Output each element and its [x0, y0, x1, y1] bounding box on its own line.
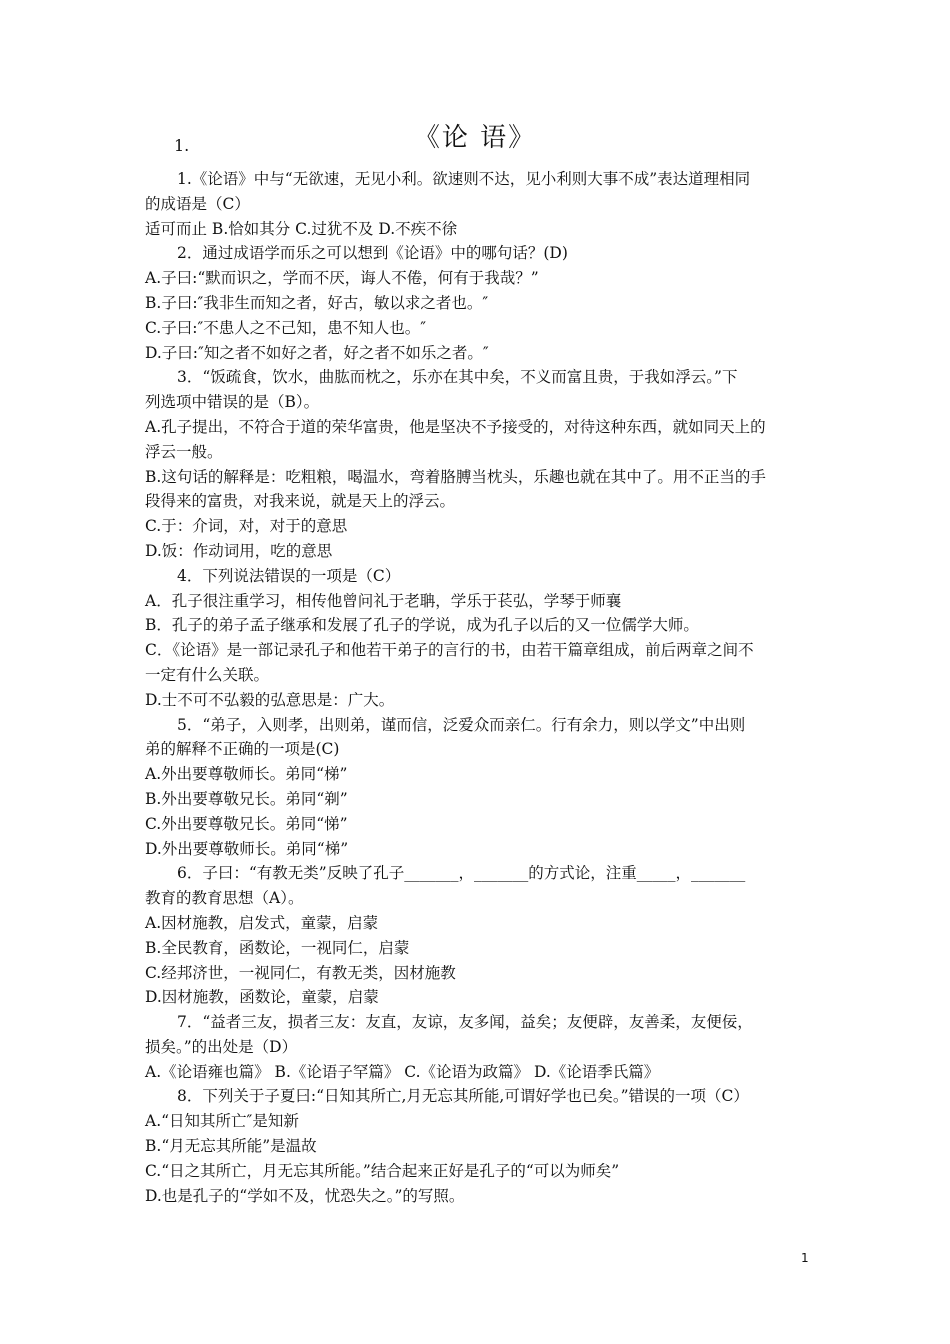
text-line: D.子曰:″知之者不如好之者，好之者不如乐之者。″	[145, 343, 489, 362]
question-stem-line: 4．下列说法错误的一项是（C）	[177, 566, 401, 585]
text-line: A.《论语雍也篇》 B.《论语子罕篇》 C.《论语为政篇》 D.《论语季氏篇》	[145, 1062, 660, 1081]
text-line: C.“日之其所亡，月无忘其所能。”结合起来正好是孔子的“可以为师矣”	[145, 1161, 620, 1180]
text-line: A.孔子提出，不符合于道的荣华富贵，他是坚决不予接受的，对待这种东西，就如同天上的	[145, 417, 766, 436]
question-stem-line: 6．子曰：“有教无类”反映了孔子_______，_______的方式论，注重_____，_______	[177, 864, 746, 883]
question-stem-line: 1.《论语》中与“无欲速，无见小利。欲速则不达，见小利则大事不成”表达道理相同	[177, 170, 751, 188]
stray-number: 1.	[174, 136, 190, 155]
text-line: B.全民教育，函数论，一视同仁，启蒙	[145, 938, 410, 957]
text-line: A.因材施教，启发式，童蒙，启蒙	[145, 913, 379, 932]
question-stem-line: 7．“益者三友，损者三友：友直，友谅，友多闻，益矣；友便辟，友善柔，友便佞，	[177, 1013, 753, 1032]
document-body	[145, 167, 809, 1208]
text-line: D.也是孔子的“学如不及，忧恐失之。”的写照。	[145, 1186, 465, 1205]
page-number: 1	[801, 1251, 809, 1265]
text-line: D.因材施教，函数论，童蒙，启蒙	[145, 988, 379, 1007]
text-line: 损矣。”的出处是（D）	[145, 1037, 298, 1056]
text-line: 浮云一般。	[145, 442, 223, 461]
text-line: B.“月无忘其所能”是温故	[145, 1137, 317, 1156]
text-line: 段得来的富贵，对我来说，就是天上的浮云。	[145, 492, 456, 511]
text-line: D.外出要尊敬师长。弟同“梯”	[145, 839, 349, 858]
text-line: B.子曰:″我非生而知之者，好古，敏以求之者也。″	[145, 293, 489, 312]
text-line: 适可而止 B.恰如其分 C.过犹不及 D.不疾不徐	[145, 219, 458, 238]
text-line: 一定有什么关联。	[145, 665, 270, 684]
text-line: C.子曰:″不患人之不己知，患不知人也。″	[145, 318, 427, 337]
text-line: B．孔子的弟子孟子继承和发展了孔子的学说，成为孔子以后的又一位儒学大师。	[145, 616, 699, 635]
text-line: B.外出要尊敬兄长。弟同“剃”	[145, 789, 348, 808]
text-line: 教育的教育思想（A）。	[145, 889, 304, 908]
text-line: C.外出要尊敬兄长。弟同“悌”	[145, 814, 348, 833]
text-line: 的成语是（C）	[145, 194, 250, 213]
text-line: A.子曰:“默而识之，学而不厌，诲人不倦，何有于我哉？”	[145, 269, 539, 288]
text-line: C．《论语》是一部记录孔子和他若干弟子的言行的书，由若干篇章组成，前后两章之间不	[145, 641, 754, 660]
text-line: 弟的解释不正确的一项是(C)	[145, 740, 340, 759]
question-stem-line: 3．“饭疏食，饮水，曲肱而枕之，乐亦在其中矣，不义而富且贵，于我如浮云。”下	[177, 368, 738, 387]
text-line: A.“日知其所亡″是知新	[145, 1112, 299, 1131]
page-title: 《论 语》	[413, 123, 537, 153]
text-line: B.这句话的解释是：吃粗粮，喝温水，弯着胳膊当枕头，乐趣也就在其中了。用不正当的手	[145, 467, 766, 486]
question-stem-line: 2．通过成语学而乐之可以想到《论语》中的哪句话？(D)	[177, 244, 568, 263]
question-stem-line: 5．“弟子，入则孝，出则弟，谨而信，泛爱众而亲仁。行有余力，则以学文”中出则	[177, 715, 746, 734]
question-stem-line: 8．下列关于子夏曰:“日知其所亡,月无忘其所能,可谓好学也已矣。”错误的一项（C）	[177, 1087, 749, 1106]
text-line: A.外出要尊敬师长。弟同“梯”	[145, 765, 348, 784]
text-line: 列选项中错误的是（B）。	[145, 393, 320, 412]
text-line: A．孔子很注重学习，相传他曾问礼于老聃，学乐于苌弘，学琴于师襄	[145, 591, 622, 610]
text-line: D.饭：作动词用，吃的意思	[145, 541, 333, 560]
text-line: C.经邦济世，一视同仁，有教无类，因材施教	[145, 963, 456, 982]
text-line: D.士不可不弘毅的弘意思是：广大。	[145, 690, 395, 709]
text-line: C.于：介词，对，对于的意思	[145, 517, 348, 536]
